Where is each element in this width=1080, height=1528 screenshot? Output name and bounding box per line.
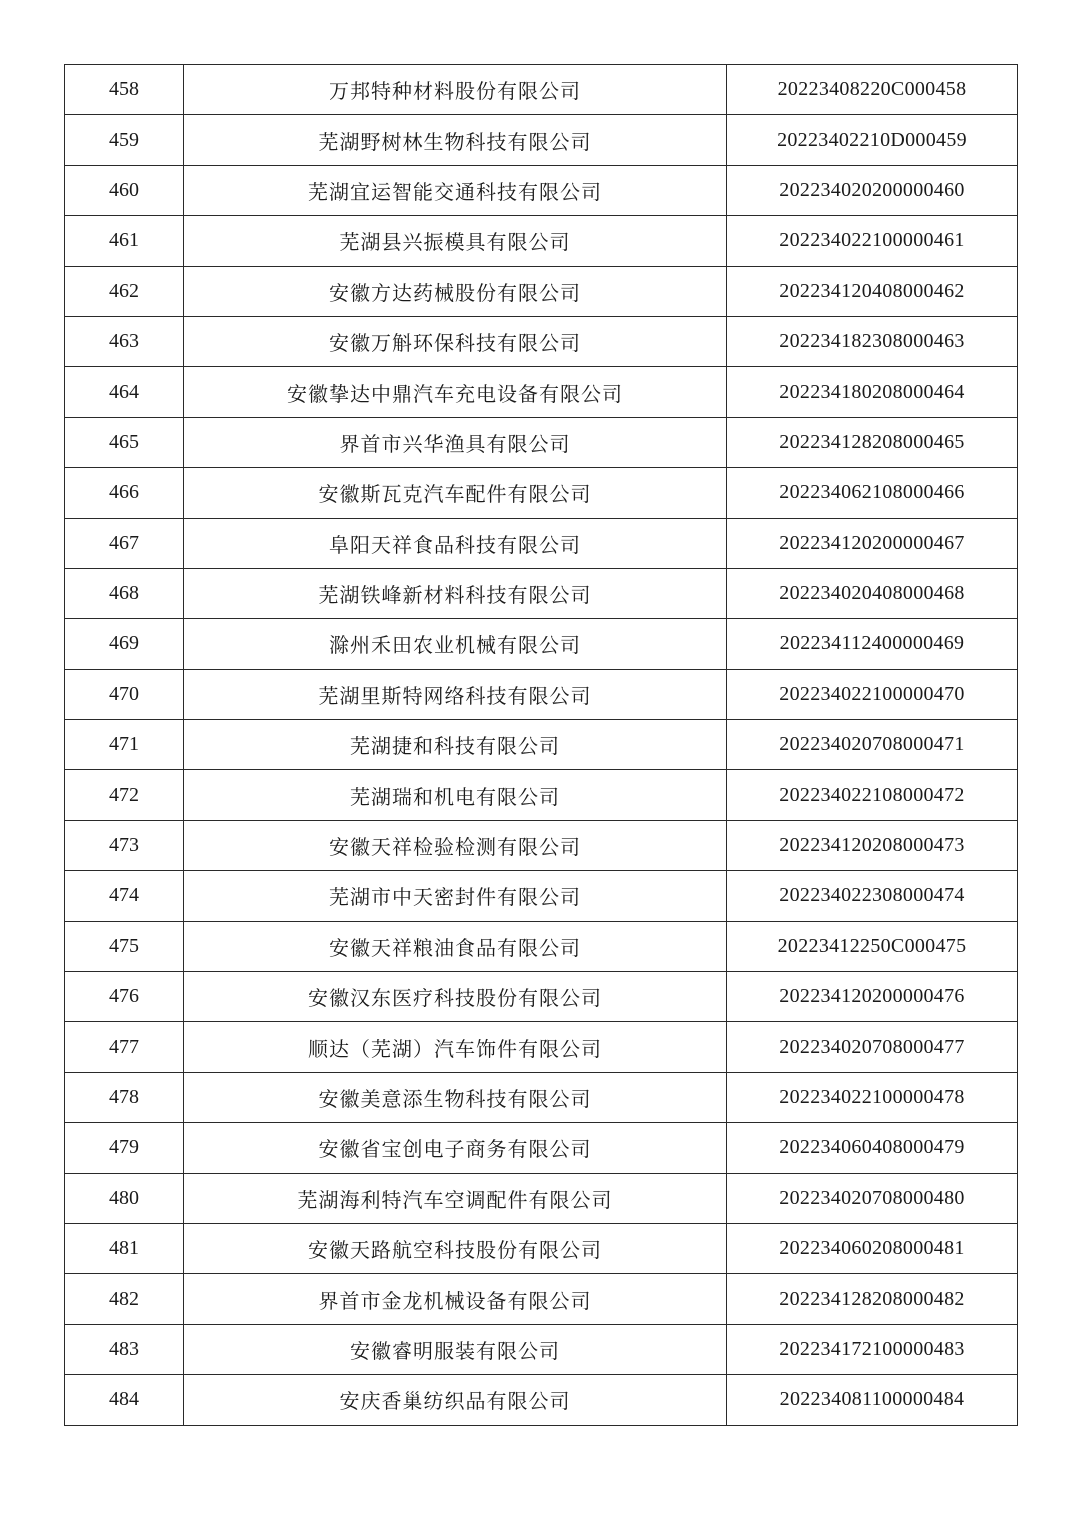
- registration-code-cell: 202234180208000464: [727, 367, 1018, 417]
- company-name-cell: 安徽天祥检验检测有限公司: [184, 820, 727, 870]
- table-row: [65, 1022, 1018, 1072]
- company-name-cell: 芜湖海利特汽车空调配件有限公司: [184, 1173, 727, 1223]
- row-number-cell: 471: [65, 720, 184, 770]
- row-number-cell: 463: [65, 316, 184, 366]
- company-name-cell: 界首市金龙机械设备有限公司: [184, 1274, 727, 1324]
- table-row: [65, 1072, 1018, 1122]
- company-name-cell: 安徽汉东医疗科技股份有限公司: [184, 972, 727, 1022]
- row-number-cell: 458: [65, 65, 184, 115]
- registration-code-cell: 20223408220C000458: [727, 65, 1018, 115]
- row-number-cell: 477: [65, 1022, 184, 1072]
- registration-code-cell: 202234020408000468: [727, 568, 1018, 618]
- table-row: [65, 1173, 1018, 1223]
- company-name-cell: 安徽天路航空科技股份有限公司: [184, 1223, 727, 1273]
- table-row: [65, 216, 1018, 266]
- registration-code-cell: 202234120200000476: [727, 972, 1018, 1022]
- registration-code-cell: 202234081100000484: [727, 1375, 1018, 1425]
- registration-code-cell: 202234060208000481: [727, 1223, 1018, 1273]
- row-number-cell: 469: [65, 619, 184, 669]
- row-number-cell: 462: [65, 266, 184, 316]
- registration-code-cell: 202234120208000473: [727, 820, 1018, 870]
- table-row: [65, 266, 1018, 316]
- company-name-cell: 芜湖铁峰新材料科技有限公司: [184, 568, 727, 618]
- registration-code-cell: 202234022108000472: [727, 770, 1018, 820]
- company-name-cell: 安庆香巢纺织品有限公司: [184, 1375, 727, 1425]
- table-row: [65, 820, 1018, 870]
- company-name-cell: 芜湖瑞和机电有限公司: [184, 770, 727, 820]
- table-row: [65, 115, 1018, 165]
- registration-code-cell: 202234172100000483: [727, 1324, 1018, 1374]
- table-row: [65, 518, 1018, 568]
- registration-code-cell: 202234128208000465: [727, 417, 1018, 467]
- registration-code-cell: 20223412250C000475: [727, 921, 1018, 971]
- row-number-cell: 470: [65, 669, 184, 719]
- row-number-cell: 466: [65, 468, 184, 518]
- company-name-cell: 阜阳天祥食品科技有限公司: [184, 518, 727, 568]
- table-row: [65, 770, 1018, 820]
- table-row: [65, 720, 1018, 770]
- company-name-cell: 滁州禾田农业机械有限公司: [184, 619, 727, 669]
- table-body: [65, 65, 1018, 1426]
- registration-code-cell: 202234022100000461: [727, 216, 1018, 266]
- table-row: [65, 1223, 1018, 1273]
- registration-code-cell: 202234060408000479: [727, 1123, 1018, 1173]
- company-name-cell: 顺达（芜湖）汽车饰件有限公司: [184, 1022, 727, 1072]
- company-name-cell: 芜湖野树林生物科技有限公司: [184, 115, 727, 165]
- table-row: [65, 921, 1018, 971]
- table-row: [65, 1324, 1018, 1374]
- registration-code-cell: 202234120200000467: [727, 518, 1018, 568]
- row-number-cell: 472: [65, 770, 184, 820]
- table-row: [65, 1375, 1018, 1425]
- registration-code-cell: 202234020200000460: [727, 165, 1018, 215]
- row-number-cell: 460: [65, 165, 184, 215]
- company-name-cell: 界首市兴华渔具有限公司: [184, 417, 727, 467]
- row-number-cell: 467: [65, 518, 184, 568]
- row-number-cell: 476: [65, 972, 184, 1022]
- table-row: [65, 972, 1018, 1022]
- row-number-cell: 461: [65, 216, 184, 266]
- registration-code-cell: 202234120408000462: [727, 266, 1018, 316]
- row-number-cell: 474: [65, 871, 184, 921]
- table-row: [65, 468, 1018, 518]
- row-number-cell: 464: [65, 367, 184, 417]
- registration-code-cell: 202234020708000480: [727, 1173, 1018, 1223]
- company-name-cell: 安徽斯瓦克汽车配件有限公司: [184, 468, 727, 518]
- registration-code-cell: 202234022100000470: [727, 669, 1018, 719]
- registration-code-cell: 202234020708000471: [727, 720, 1018, 770]
- company-name-cell: 芜湖捷和科技有限公司: [184, 720, 727, 770]
- registration-code-cell: 202234182308000463: [727, 316, 1018, 366]
- table-row: [65, 65, 1018, 115]
- company-name-cell: 安徽万斛环保科技有限公司: [184, 316, 727, 366]
- row-number-cell: 479: [65, 1123, 184, 1173]
- registration-code-cell: 202234112400000469: [727, 619, 1018, 669]
- table-row: [65, 669, 1018, 719]
- row-number-cell: 480: [65, 1173, 184, 1223]
- registration-code-cell: 202234020708000477: [727, 1022, 1018, 1072]
- row-number-cell: 481: [65, 1223, 184, 1273]
- row-number-cell: 483: [65, 1324, 184, 1374]
- table-row: [65, 367, 1018, 417]
- row-number-cell: 465: [65, 417, 184, 467]
- table-row: [65, 1123, 1018, 1173]
- row-number-cell: 484: [65, 1375, 184, 1425]
- row-number-cell: 475: [65, 921, 184, 971]
- company-name-cell: 芜湖县兴振模具有限公司: [184, 216, 727, 266]
- row-number-cell: 459: [65, 115, 184, 165]
- company-name-cell: 安徽省宝创电子商务有限公司: [184, 1123, 727, 1173]
- company-name-cell: 安徽美意添生物科技有限公司: [184, 1072, 727, 1122]
- company-name-cell: 安徽挚达中鼎汽车充电设备有限公司: [184, 367, 727, 417]
- row-number-cell: 468: [65, 568, 184, 618]
- table-row: [65, 165, 1018, 215]
- table-row: [65, 316, 1018, 366]
- company-name-cell: 安徽方达药械股份有限公司: [184, 266, 727, 316]
- registration-code-cell: 202234022308000474: [727, 871, 1018, 921]
- table-row: [65, 871, 1018, 921]
- registration-code-cell: 202234022100000478: [727, 1072, 1018, 1122]
- company-list-table: [64, 64, 1018, 1426]
- company-name-cell: 安徽睿明服装有限公司: [184, 1324, 727, 1374]
- table-row: [65, 568, 1018, 618]
- table-row: [65, 619, 1018, 669]
- row-number-cell: 478: [65, 1072, 184, 1122]
- registration-code-cell: 202234128208000482: [727, 1274, 1018, 1324]
- registration-code-cell: 202234062108000466: [727, 468, 1018, 518]
- table-row: [65, 1274, 1018, 1324]
- company-name-cell: 芜湖里斯特网络科技有限公司: [184, 669, 727, 719]
- company-name-cell: 芜湖宜运智能交通科技有限公司: [184, 165, 727, 215]
- company-name-cell: 安徽天祥粮油食品有限公司: [184, 921, 727, 971]
- registration-code-cell: 20223402210D000459: [727, 115, 1018, 165]
- row-number-cell: 473: [65, 820, 184, 870]
- row-number-cell: 482: [65, 1274, 184, 1324]
- table-row: [65, 417, 1018, 467]
- company-name-cell: 万邦特种材料股份有限公司: [184, 65, 727, 115]
- company-name-cell: 芜湖市中天密封件有限公司: [184, 871, 727, 921]
